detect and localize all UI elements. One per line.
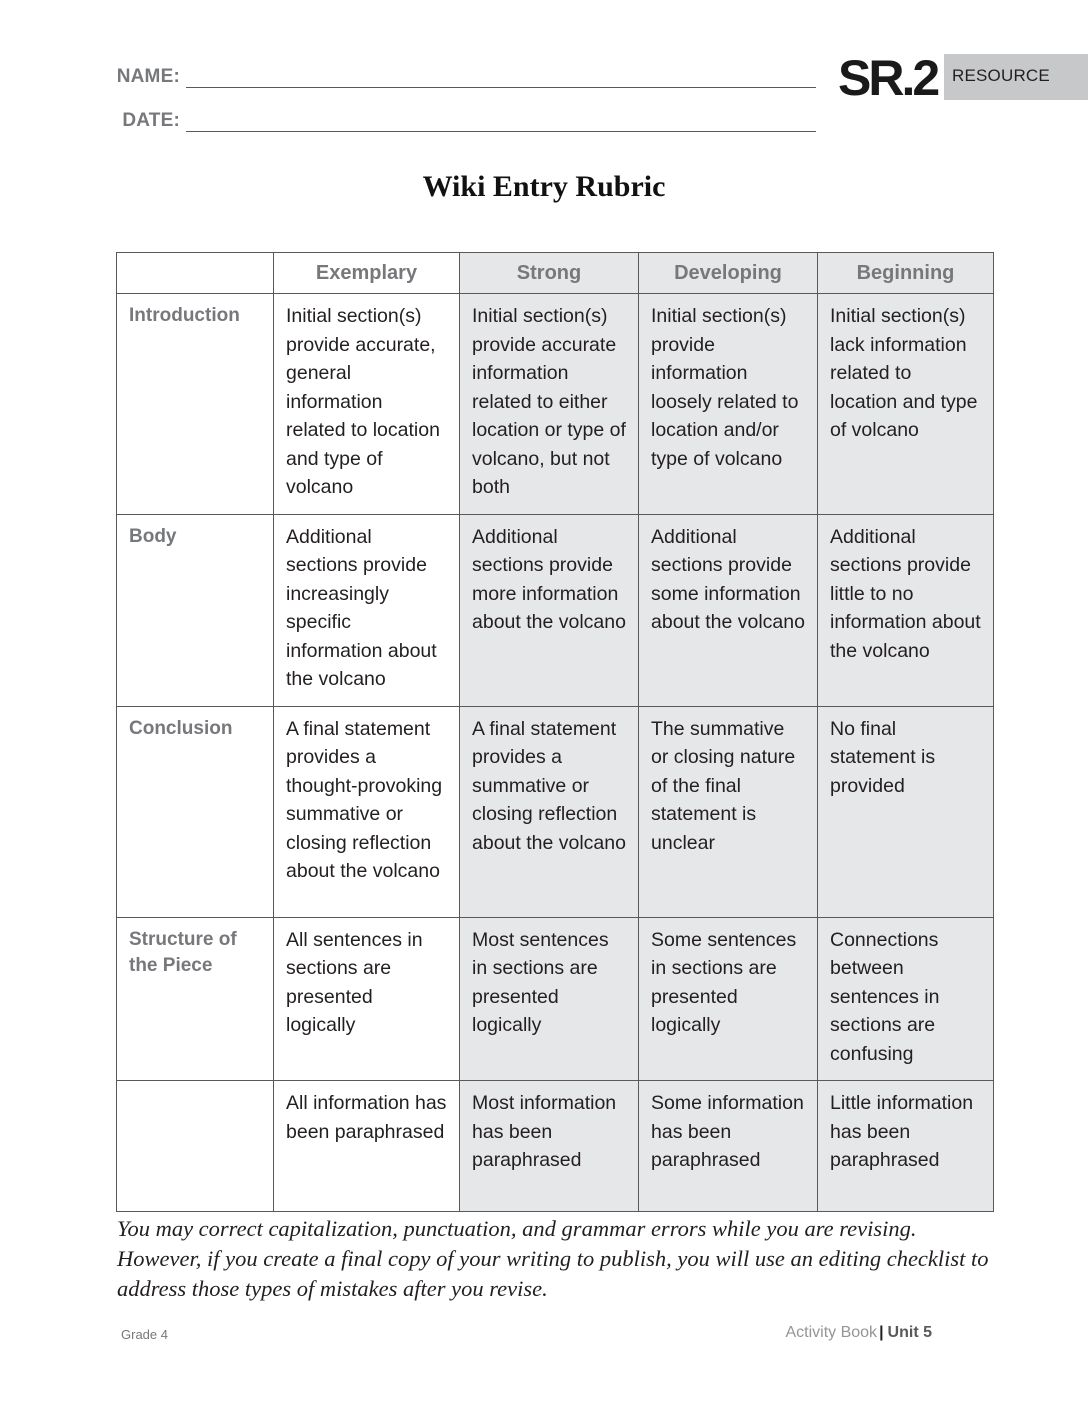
rubric-cell: Most sentences in sections are presented logically (460, 917, 639, 1081)
date-label: DATE: (122, 110, 180, 131)
page-title: Wiki Entry Rubric (422, 170, 666, 203)
rubric-table (116, 252, 994, 1212)
rubric-cell: All sentences in sections are presented logically (274, 917, 460, 1081)
rubric-cell: Initial section(s) provide accurate, general information related to location and type of volcano (274, 294, 460, 515)
rubric-cell: Additional sections provide some information about the volcano (639, 514, 818, 706)
footer-book: Activity Book (785, 1324, 878, 1341)
rubric-cell: Additional sections provide increasingly specific information about the volcano (274, 514, 460, 706)
rubric-row-introduction (117, 294, 994, 515)
rubric-cell: Some sentences in sections are presented logically (639, 917, 818, 1081)
rubric-cell: Connections between sentences in sections are confusing (818, 917, 994, 1081)
name-input-line[interactable] (186, 69, 816, 88)
resource-tab: RESOURCE (944, 54, 1088, 100)
rubric-cell: No final statement is provided (818, 706, 994, 917)
name-label: NAME: (116, 66, 180, 87)
rubric-cell: Initial section(s) provide accurate information related to either location or type of volcano, but not both (460, 294, 639, 515)
name-field-row (0, 66, 816, 88)
rubric-corner-cell (117, 253, 274, 294)
date-input-line[interactable] (186, 113, 816, 132)
rubric-cell: The summative or closing nature of the final statement is unclear (639, 706, 818, 917)
rubric-row-paraphrase (117, 1081, 994, 1212)
rubric-row-body (117, 514, 994, 706)
column-header-beginning: Beginning (818, 253, 994, 294)
criterion-structure-continued (117, 1081, 274, 1212)
footer-separator: | (879, 1324, 884, 1341)
rubric-row-structure (117, 917, 994, 1081)
rubric-row-conclusion (117, 706, 994, 917)
rubric-cell: All information has been paraphrased (274, 1081, 460, 1212)
rubric-header-row (117, 253, 994, 294)
rubric-cell: Most information has been paraphrased (460, 1081, 639, 1212)
criterion-structure: Structure of the Piece (117, 917, 274, 1081)
rubric-cell: Initial section(s) lack information related to location and type of volcano (818, 294, 994, 515)
rubric-cell: Additional sections provide little to no information about the volcano (818, 514, 994, 706)
footer-grade: Grade 4 (121, 1327, 168, 1342)
rubric-cell: A final statement provides a thought-provoking summative or closing reflection about the volcano (274, 706, 460, 917)
column-header-exemplary: Exemplary (274, 253, 460, 294)
rubric-cell: Some information has been paraphrased (639, 1081, 818, 1212)
rubric-cell: A final statement provides a summative or closing reflection about the volcano (460, 706, 639, 917)
column-header-developing: Developing (639, 253, 818, 294)
criterion-body: Body (117, 514, 274, 706)
column-header-strong: Strong (460, 253, 639, 294)
revision-note: You may correct capitalization, punctuation, and grammar errors while you are revising. However, if you create a final copy of your writing to publish, you will use an editing checklist to address those types of mistakes after you revise. (117, 1216, 989, 1301)
rubric-cell: Initial section(s) provide information loosely related to location and/or type of volcano (639, 294, 818, 515)
date-field-row (0, 110, 816, 132)
footer-book-unit (785, 1324, 932, 1342)
rubric-cell: Little information has been paraphrased (818, 1081, 994, 1212)
rubric-cell: Additional sections provide more information about the volcano (460, 514, 639, 706)
criterion-conclusion: Conclusion (117, 706, 274, 917)
resource-code: SR.2 (838, 50, 938, 106)
criterion-introduction: Introduction (117, 294, 274, 515)
footer-unit: Unit 5 (887, 1324, 932, 1341)
